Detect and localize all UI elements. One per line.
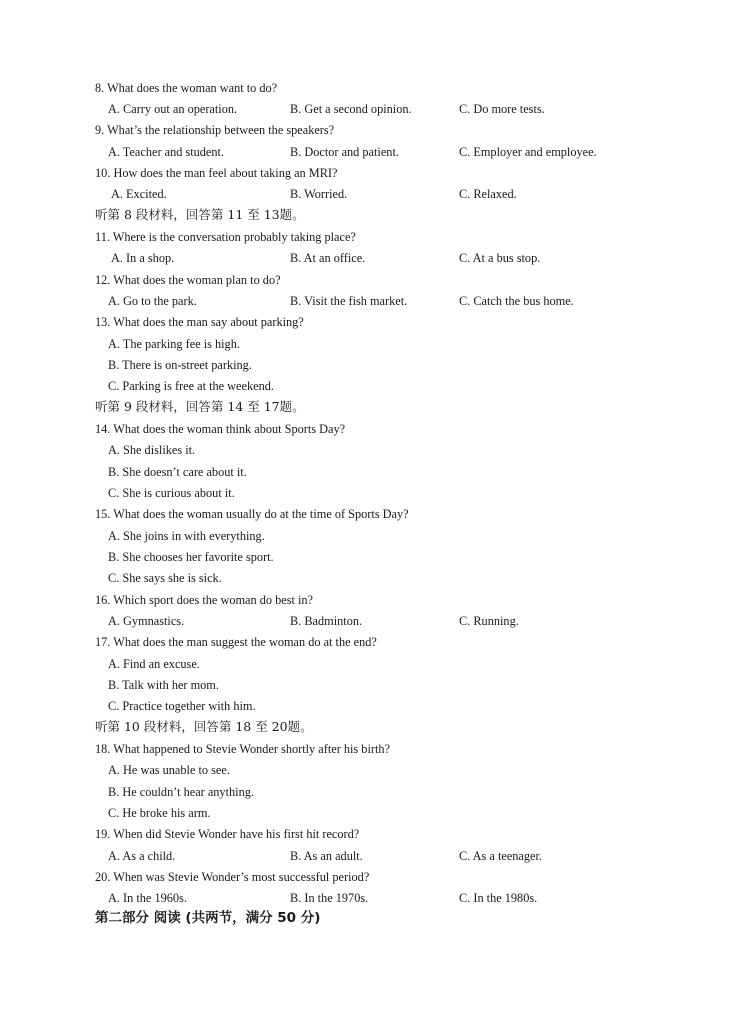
question-10: 10. How does the man feel about taking an MRI? [95,166,338,180]
question-8-option-b: B. Get a second opinion. [290,102,412,116]
question-9-option-a: A. Teacher and student. [108,145,225,159]
question-13-option-c: C. Parking is free at the weekend. [108,379,274,393]
question-12: 12. What does the woman plan to do? [95,273,281,287]
question-15-option-c: C. She says she is sick. [108,571,222,585]
question-17-option-a: A. Find an excuse. [108,657,200,671]
question-13-option-a: A. The parking fee is high. [108,337,240,351]
question-11-option-a: A. In a shop. [111,251,175,265]
section-heading-8: 听第 8 段材料，回答第 11 至 13题。 [95,207,305,222]
question-17-option-b: B. Talk with her mom. [108,678,219,692]
question-11-option-b: B. At an office. [290,251,366,265]
question-10-option-b: B. Worried. [290,187,348,201]
section-heading-9: 听第 9 段材料，回答第 14 至 17题。 [95,399,305,414]
question-19-option-b: B. As an adult. [290,849,363,863]
question-18-option-a: A. He was unable to see. [108,763,230,777]
question-13: 13. What does the man say about parking? [95,315,304,329]
question-18-option-b: B. He couldn’t hear anything. [108,785,254,799]
question-20-option-a: A. In the 1960s. [108,891,187,905]
question-8: 8. What does the woman want to do? [95,81,278,95]
question-17: 17. What does the man suggest the woman do at the end? [95,635,377,649]
question-12-option-c: C. Catch the bus home. [459,294,574,308]
question-16: 16. Which sport does the woman do best in? [95,593,314,607]
question-13-option-b: B. There is on-street parking. [108,358,252,372]
question-9: 9. What’s the relationship between the speakers? [95,123,335,137]
question-15-option-a: A. She joins in with everything. [108,529,265,543]
question-20-option-c: C. In the 1980s. [459,891,538,905]
question-12-option-b: B. Visit the fish market. [290,294,408,308]
question-8-option-a: A. Carry out an operation. [108,102,238,116]
question-16-option-c: C. Running. [459,614,519,628]
question-18-option-c: C. He broke his arm. [108,806,211,820]
question-18: 18. What happened to Stevie Wonder shortly after his birth? [95,742,390,756]
question-9-option-b: B. Doctor and patient. [290,145,399,159]
question-11-option-c: C. At a bus stop. [459,251,541,265]
question-9-option-c: C. Employer and employee. [459,145,597,159]
question-12-option-a: A. Go to the park. [108,294,197,308]
question-8-option-c: C. Do more tests. [459,102,545,116]
question-17-option-c: C. Practice together with him. [108,699,256,713]
question-20-option-b: B. In the 1970s. [290,891,369,905]
question-14-option-c: C. She is curious about it. [108,486,235,500]
question-14: 14. What does the woman think about Sports Day? [95,422,346,436]
question-19-option-c: C. As a teenager. [459,849,542,863]
question-15-option-b: B. She chooses her favorite sport. [108,550,274,564]
part-two-heading: 第二部分 阅读 (共两节，满分 50 分) [95,910,321,926]
question-19-option-a: A. As a child. [108,849,176,863]
question-19: 19. When did Stevie Wonder have his first hit record? [95,827,360,841]
question-16-option-a: A. Gymnastics. [108,614,185,628]
question-11: 11. Where is the conversation probably taking place? [95,230,356,244]
question-10-option-a: A. Excited. [111,187,167,201]
question-16-option-b: B. Badminton. [290,614,363,628]
question-10-option-c: C. Relaxed. [459,187,517,201]
question-14-option-a: A. She dislikes it. [108,443,196,457]
section-heading-10: 听第 10 段材料，回答第 18 至 20题。 [95,719,313,734]
question-15: 15. What does the woman usually do at the time of Sports Day? [95,507,409,521]
question-14-option-b: B. She doesn’t care about it. [108,465,247,479]
question-20: 20. When was Stevie Wonder’s most successful period? [95,870,370,884]
